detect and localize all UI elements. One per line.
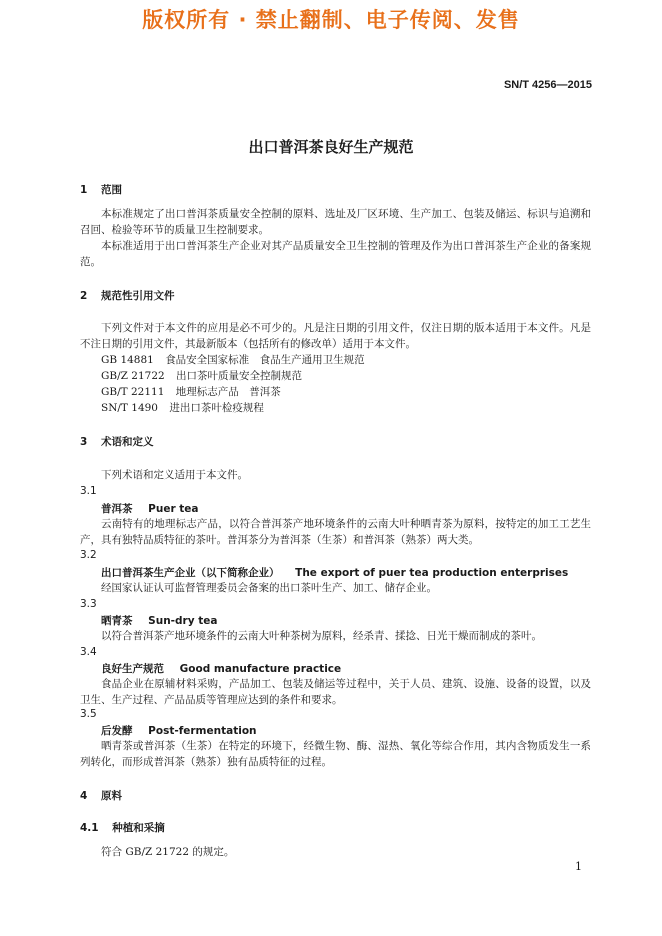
term-number: 3.1 bbox=[80, 485, 97, 497]
section-number: 4 bbox=[80, 790, 88, 802]
reference-code: GB 14881 bbox=[101, 354, 154, 366]
reference-code: GB/Z 21722 bbox=[101, 370, 165, 382]
term-en: The export of puer tea production enterprises bbox=[295, 567, 569, 579]
section-1-paragraph-1: 本标准规定了出口普洱茶质量安全控制的原料、选址及厂区环境、生产加工、包装及储运、标识与追溯和召回、检验等环节的质量卫生控制要求。 bbox=[80, 208, 591, 236]
section-1-paragraph-2: 本标准适用于出口普洱茶生产企业对其产品质量安全卫生控制的管理及作为出口普洱茶生产企业的备案规范。 bbox=[80, 240, 591, 268]
standard-number: SN/T 4256—2015 bbox=[503, 79, 592, 91]
subsection-number: 4.1 bbox=[80, 822, 99, 834]
subsection-4-1-text: 符合 GB/Z 21722 的规定。 bbox=[101, 846, 235, 858]
page-number: 1 bbox=[575, 860, 582, 873]
term-en: Sun-dry tea bbox=[148, 615, 218, 627]
section-3-intro: 下列术语和定义适用于本文件。 bbox=[101, 469, 248, 481]
section-number: 3 bbox=[80, 436, 88, 448]
section-3-heading bbox=[80, 434, 153, 449]
term-cn: 普洱茶 bbox=[101, 503, 133, 515]
term-en: Post-fermentation bbox=[148, 725, 257, 737]
section-title: 范围 bbox=[100, 184, 122, 196]
section-4-heading bbox=[80, 788, 122, 803]
term-cn: 良好生产规范 bbox=[101, 663, 164, 675]
section-title: 规范性引用文件 bbox=[100, 290, 175, 302]
reference-name: 进出口茶叶检疫规程 bbox=[169, 402, 264, 414]
term-heading bbox=[101, 661, 341, 676]
reference-item bbox=[101, 368, 302, 384]
reference-item bbox=[101, 384, 281, 400]
section-title: 术语和定义 bbox=[100, 436, 154, 448]
term-heading bbox=[101, 565, 568, 580]
term-definition: 晒青茶或普洱茶（生茶）在特定的环境下，经微生物、酶、湿热、氧化等综合作用，其内含物质发生一系列转化，而形成普洱茶（熟茶）独有品质特征的过程。 bbox=[80, 740, 591, 768]
term-definition: 云南特有的地理标志产品，以符合普洱茶产地环境条件的云南大叶种晒青茶为原料，按特定的加工工艺生产，具有独特品质特征的茶叶。普洱茶分为普洱茶（生茶）和普洱茶（熟茶）两大类。 bbox=[80, 518, 591, 546]
term-definition: 食品企业在原辅材料采购，产品加工、包装及储运等过程中，关于人员、建筑、设施、设备的设置，以及卫生、生产过程、产品品质等管理应达到的条件和要求。 bbox=[80, 678, 591, 706]
document-title: 出口普洱茶良好生产规范 bbox=[248, 138, 414, 156]
term-number: 3.3 bbox=[80, 598, 97, 610]
term-cn: 晒青茶 bbox=[101, 615, 133, 627]
section-number: 2 bbox=[80, 290, 88, 302]
term-en: Good manufacture practice bbox=[179, 663, 342, 675]
term-number: 3.2 bbox=[80, 549, 97, 561]
term-number: 3.4 bbox=[80, 646, 97, 658]
term-heading bbox=[101, 501, 199, 516]
reference-item bbox=[101, 400, 264, 416]
term-heading bbox=[101, 723, 257, 738]
section-number: 1 bbox=[80, 184, 88, 196]
section-2-heading bbox=[80, 288, 174, 303]
term-heading bbox=[101, 613, 217, 628]
term-en: Puer tea bbox=[148, 503, 199, 515]
term-cn: 出口普洱茶生产企业（以下简称企业） bbox=[101, 567, 280, 579]
section-title: 原料 bbox=[100, 790, 122, 802]
term-definition: 经国家认证认可监督管理委员会备案的出口茶叶生产、加工、储存企业。 bbox=[101, 582, 437, 594]
subsection-4-1-heading bbox=[80, 820, 165, 835]
section-2-paragraph: 下列文件对于本文件的应用是必不可少的。凡是注日期的引用文件，仅注日期的版本适用于本文件。凡是不注日期的引用文件，其最新版本（包括所有的修改单）适用于本文件。 bbox=[80, 322, 591, 350]
reference-code: SN/T 1490 bbox=[101, 402, 158, 414]
section-1-heading bbox=[80, 182, 122, 197]
reference-item bbox=[101, 352, 365, 368]
copyright-banner: 版权所有 · 禁止翻制、电子传阅、发售 bbox=[142, 8, 520, 32]
term-number: 3.5 bbox=[80, 708, 97, 720]
reference-name: 地理标志产品 普洱茶 bbox=[175, 386, 281, 398]
reference-code: GB/T 22111 bbox=[101, 386, 165, 398]
reference-name: 食品安全国家标准 食品生产通用卫生规范 bbox=[165, 354, 365, 366]
term-cn: 后发酵 bbox=[101, 725, 133, 737]
subsection-title: 种植和采摘 bbox=[112, 822, 165, 834]
term-definition: 以符合普洱茶产地环境条件的云南大叶种茶树为原料，经杀青、揉捻、日光干燥而制成的茶叶。 bbox=[101, 630, 542, 642]
reference-name: 出口茶叶质量安全控制规范 bbox=[176, 370, 303, 382]
